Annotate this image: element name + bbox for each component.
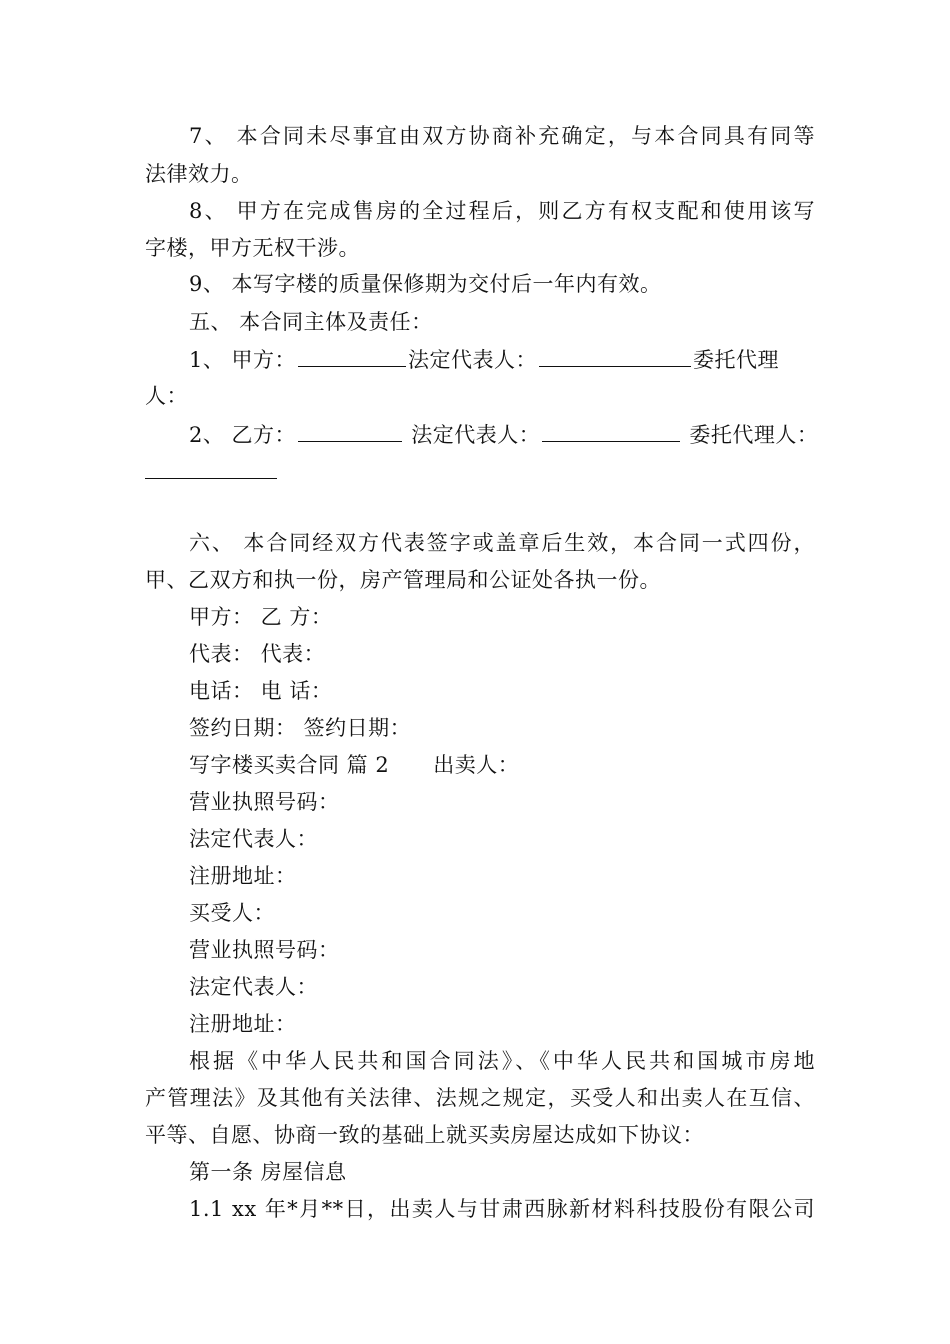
signature-representatives: 代表： 代表：: [189, 642, 326, 666]
clause-8-line-2: 字楼，甲方无权干涉。: [145, 236, 360, 260]
signature-phones: 电话： 电 话：: [189, 679, 333, 703]
party-b-label: 2、 乙方：: [189, 423, 297, 447]
section-6-line-2: 甲、乙双方和执一份，房产管理局和公证处各执一份。: [145, 568, 661, 592]
buyer-license-number: 营业执照号码：: [189, 938, 340, 962]
buyer-label: 买受人：: [189, 901, 275, 925]
party-b-rep-blank: [542, 419, 680, 442]
party-b-line-2: [145, 456, 815, 484]
seller-label: 出卖人：: [433, 753, 520, 777]
seller-legal-representative: 法定代表人：: [189, 827, 318, 851]
clause-8-line-1: 8、 甲方在完成售房的全过程后，则乙方有权支配和使用该写: [189, 199, 815, 223]
party-b-rep-label: 法定代表人：: [404, 423, 541, 447]
preamble-line-3: 平等、自愿、协商一致的基础上就买卖房屋达成如下协议：: [145, 1123, 704, 1147]
party-a-blank: [298, 344, 406, 367]
section-6-line-1: 六、 本合同经双方代表签字或盖章后生效，本合同一式四份，: [189, 531, 815, 555]
signature-parties: 甲方： 乙 方：: [189, 605, 333, 629]
buyer-registered-address: 注册地址：: [189, 1012, 297, 1036]
party-a-rep-label: 法定代表人：: [408, 348, 538, 372]
contract-2-title: 写字楼买卖合同 篇 2: [189, 753, 390, 777]
article-1-1-line: 1.1 xx 年*月**日，出卖人与甘肃西脉新材料科技股份有限公司: [189, 1197, 815, 1221]
party-a-agent-label: 委托代理: [693, 348, 780, 372]
clause-9: 9、 本写字楼的质量保修期为交付后一年内有效。: [189, 272, 662, 296]
contract-2-heading: [189, 751, 815, 779]
preamble-line-1: 根据《中华人民共和国合同法》、《中华人民共和国城市房地: [189, 1049, 815, 1073]
article-1-heading: 第一条 房屋信息: [189, 1160, 347, 1184]
section-5-heading: 五、 本合同主体及责任：: [189, 310, 433, 334]
seller-registered-address: 注册地址：: [189, 864, 297, 888]
party-b-agent-label: 委托代理人：: [682, 423, 819, 447]
party-b-agent-blank: [145, 456, 277, 479]
clause-7-line-1: 7、 本合同未尽事宜由双方协商补充确定，与本合同具有同等: [189, 124, 815, 148]
party-b-blank: [298, 419, 402, 442]
party-b-line: [189, 419, 819, 447]
buyer-legal-representative: 法定代表人：: [189, 975, 318, 999]
party-a-rep-blank: [539, 344, 691, 367]
preamble-line-2: 产管理法》及其他有关法律、法规之规定，买受人和出卖人在互信、: [145, 1086, 815, 1110]
clause-7-line-2: 法律效力。: [145, 162, 253, 186]
party-a-line-2: 人：: [145, 384, 188, 408]
party-a-line: [189, 344, 815, 372]
party-a-label: 1、 甲方：: [189, 348, 297, 372]
seller-license-number: 营业执照号码：: [189, 790, 340, 814]
signature-dates: 签约日期： 签约日期：: [189, 716, 412, 740]
